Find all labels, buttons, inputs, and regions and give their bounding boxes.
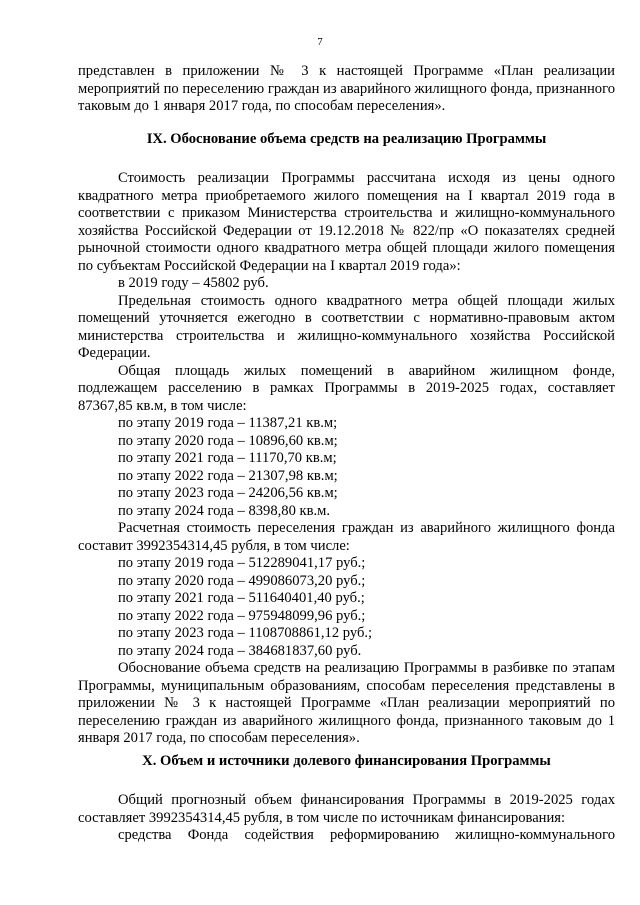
- cost-item: по этапу 2019 года – 512289041,17 руб.;: [118, 555, 366, 571]
- price-update-paragraph: Предельная стоимость одного квадратного метра общей площади жилых помещений уточняется ежегодно в соответствии с нормативно-правовым актом министерства строительства и жилищно-коммунального хозяйства Российской Федерации.: [78, 292, 615, 361]
- page-number: 7: [317, 36, 323, 48]
- area-item: по этапу 2021 года – 11170,70 кв.м;: [118, 450, 337, 466]
- cost-item: по этапу 2022 года – 975948099,96 руб.;: [118, 607, 366, 624]
- area-total-paragraph: Общая площадь жилых помещений в аварийном жилищном фонде, подлежащем расселению в рамках Программы в 2019-2025 годах, составляет 87367,85 кв.м, в том числе:: [78, 362, 615, 414]
- cost-basis-paragraph: Стоимость реализации Программы рассчитана исходя из цены одного квадратного метра приобретаемого жилого помещения на I квартал 2019 года в соответствии с приказом Министерства строительства и жилищно-коммунального хозяйства Российской Федерации от 19.12.2018 № 822/пр «О показателях средней рыночной стоимости одного квадратного метра общей площади жилого помещения по субъектам Российской Федерации на I квартал 2019 года»:: [78, 170, 615, 274]
- area-item: по этапу 2019 года – 11387,21 кв.м;: [118, 415, 338, 431]
- intro-block: [78, 63, 615, 116]
- cost-item: по этапу 2023 года – 1108708861,12 руб.;: [118, 625, 373, 641]
- intro-paragraph: представлен в приложении № 3 к настоящей Программе «План реализации мероприятий по переселению граждан из аварийного жилищного фонда, признанного таковым до 1 января 2017 года, по способам переселения».: [78, 63, 615, 114]
- section-10-title: X. Объем и источники долевого финансирования Программы: [142, 753, 551, 769]
- section-10-heading-block: [78, 753, 615, 771]
- section-9-title: IX. Обоснование объема средств на реализацию Программы: [146, 131, 547, 147]
- section-10-body: [78, 792, 615, 845]
- cost-item: по этапу 2024 года – 384681837,60 руб.: [118, 642, 362, 659]
- forecast-paragraph: Общий прогнозный объем финансирования Программы в 2019-2025 годах составляет 3992354314,45 рубля, в том числе по источникам финансирования:: [78, 792, 615, 826]
- section-9-heading-block: [78, 131, 615, 149]
- cost-item: по этапу 2021 года – 511640401,40 руб.;: [118, 590, 365, 606]
- cost-total-paragraph: Расчетная стоимость переселения граждан из аварийного жилищного фонда составит 3992354314,45 рубля, в том числе:: [78, 520, 615, 554]
- area-item: по этапу 2020 года – 10896,60 кв.м;: [118, 432, 338, 449]
- section-9-body: [78, 170, 615, 748]
- area-item: по этапу 2023 года – 24206,56 кв.м;: [118, 485, 338, 501]
- cost-item: по этапу 2020 года – 499086073,20 руб.;: [118, 572, 366, 589]
- area-item: по этапу 2024 года – 8398,80 кв.м.: [118, 502, 331, 519]
- price-2019-line: в 2019 году – 45802 руб.: [118, 275, 269, 291]
- area-item: по этапу 2022 года – 21307,98 кв.м;: [118, 467, 338, 484]
- justification-paragraph: Обоснование объема средств на реализацию Программы в разбивке по этапам Программы, муниципальным образованиям, способам переселения представлены в приложении № 3 к настоящей Программе «План реализации мероприятий по переселению граждан из аварийного жилищного фонда, признанного таковым до 1 января 2017 года, по способам переселения».: [78, 660, 615, 746]
- fund-line: средства Фонда содействия реформированию жилищно-коммунального: [118, 827, 615, 843]
